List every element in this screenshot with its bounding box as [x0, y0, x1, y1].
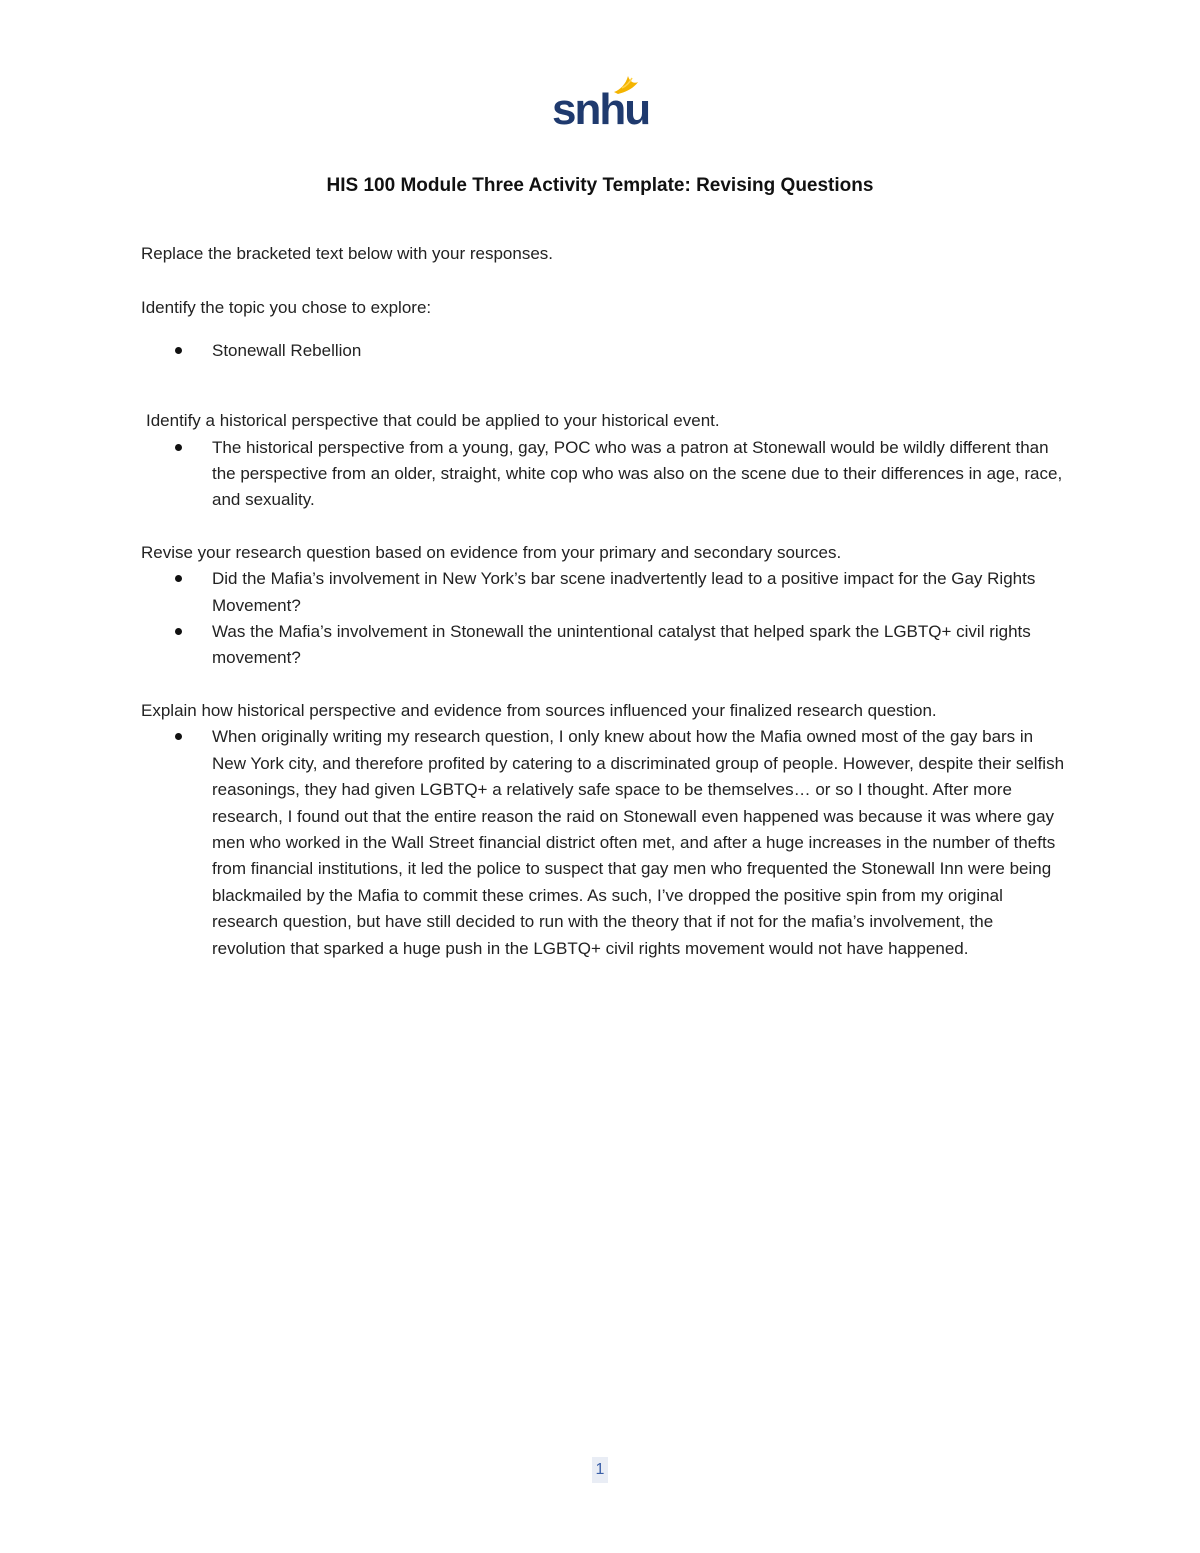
page-number: 1 — [592, 1457, 608, 1483]
snhu-logo — [552, 72, 650, 134]
intro-text: Replace the bracketed text below with your responses. — [141, 244, 554, 263]
section-prompt-topic: Identify the topic you chose to explore: — [141, 298, 432, 318]
section-prompt-explain: Explain how historical perspective and evidence from sources influenced your finalized research question. — [141, 700, 937, 720]
bullet-list-explain — [141, 724, 1066, 962]
section-prompt-perspective: Identify a historical perspective that could be applied to your historical event. — [146, 411, 720, 431]
list-item: Stonewall Rebellion — [212, 338, 1066, 364]
list-item: Did the Mafia’s involvement in New York’s bar scene inadvertently lead to a positive impact for the Gay Rights Movement? — [212, 566, 1066, 619]
document-body — [141, 241, 1066, 962]
bullet-list-revise — [141, 566, 1066, 672]
document-title: HIS 100 Module Three Activity Template: Revising Questions — [326, 175, 874, 196]
bullet-list-perspective — [141, 435, 1066, 514]
list-item: Was the Mafia’s involvement in Stonewall the unintentional catalyst that helped spark the LGBTQ+ civil rights movement? — [212, 619, 1066, 672]
list-item: The historical perspective from a young, gay, POC who was a patron at Stonewall would be wildly different than the perspective from an older, straight, white cop who was also on the scene due to their differences in age, race, and sexuality. — [212, 435, 1066, 514]
bullet-list-topic — [141, 338, 1066, 364]
logo-wordmark: snhu — [552, 85, 650, 134]
list-item: When originally writing my research question, I only knew about how the Mafia owned most of the gay bars in New York city, and therefore profited by catering to a discriminated group of people. However, despite their selfish reasonings, they had given LGBTQ+ a relatively safe space to be themselves… or so I thought. After more research, I found out that the entire reason the raid on Stonewall even happened was because it was where gay men who worked in the Wall Street financial district often met, and after a huge increases in the number of thefts from financial institutions, it led the police to suspect that gay men who frequented the Stonewall Inn were being blackmailed by the Mafia to commit these crimes. As such, I’ve dropped the positive spin from my original research question, but have still decided to run with the theory that if not for the mafia’s involvement, the revolution that sparked a huge push in the LGBTQ+ civil rights movement would not have happened. — [212, 724, 1066, 962]
section-prompt-revise: Revise your research question based on evidence from your primary and secondary sources. — [141, 542, 842, 562]
